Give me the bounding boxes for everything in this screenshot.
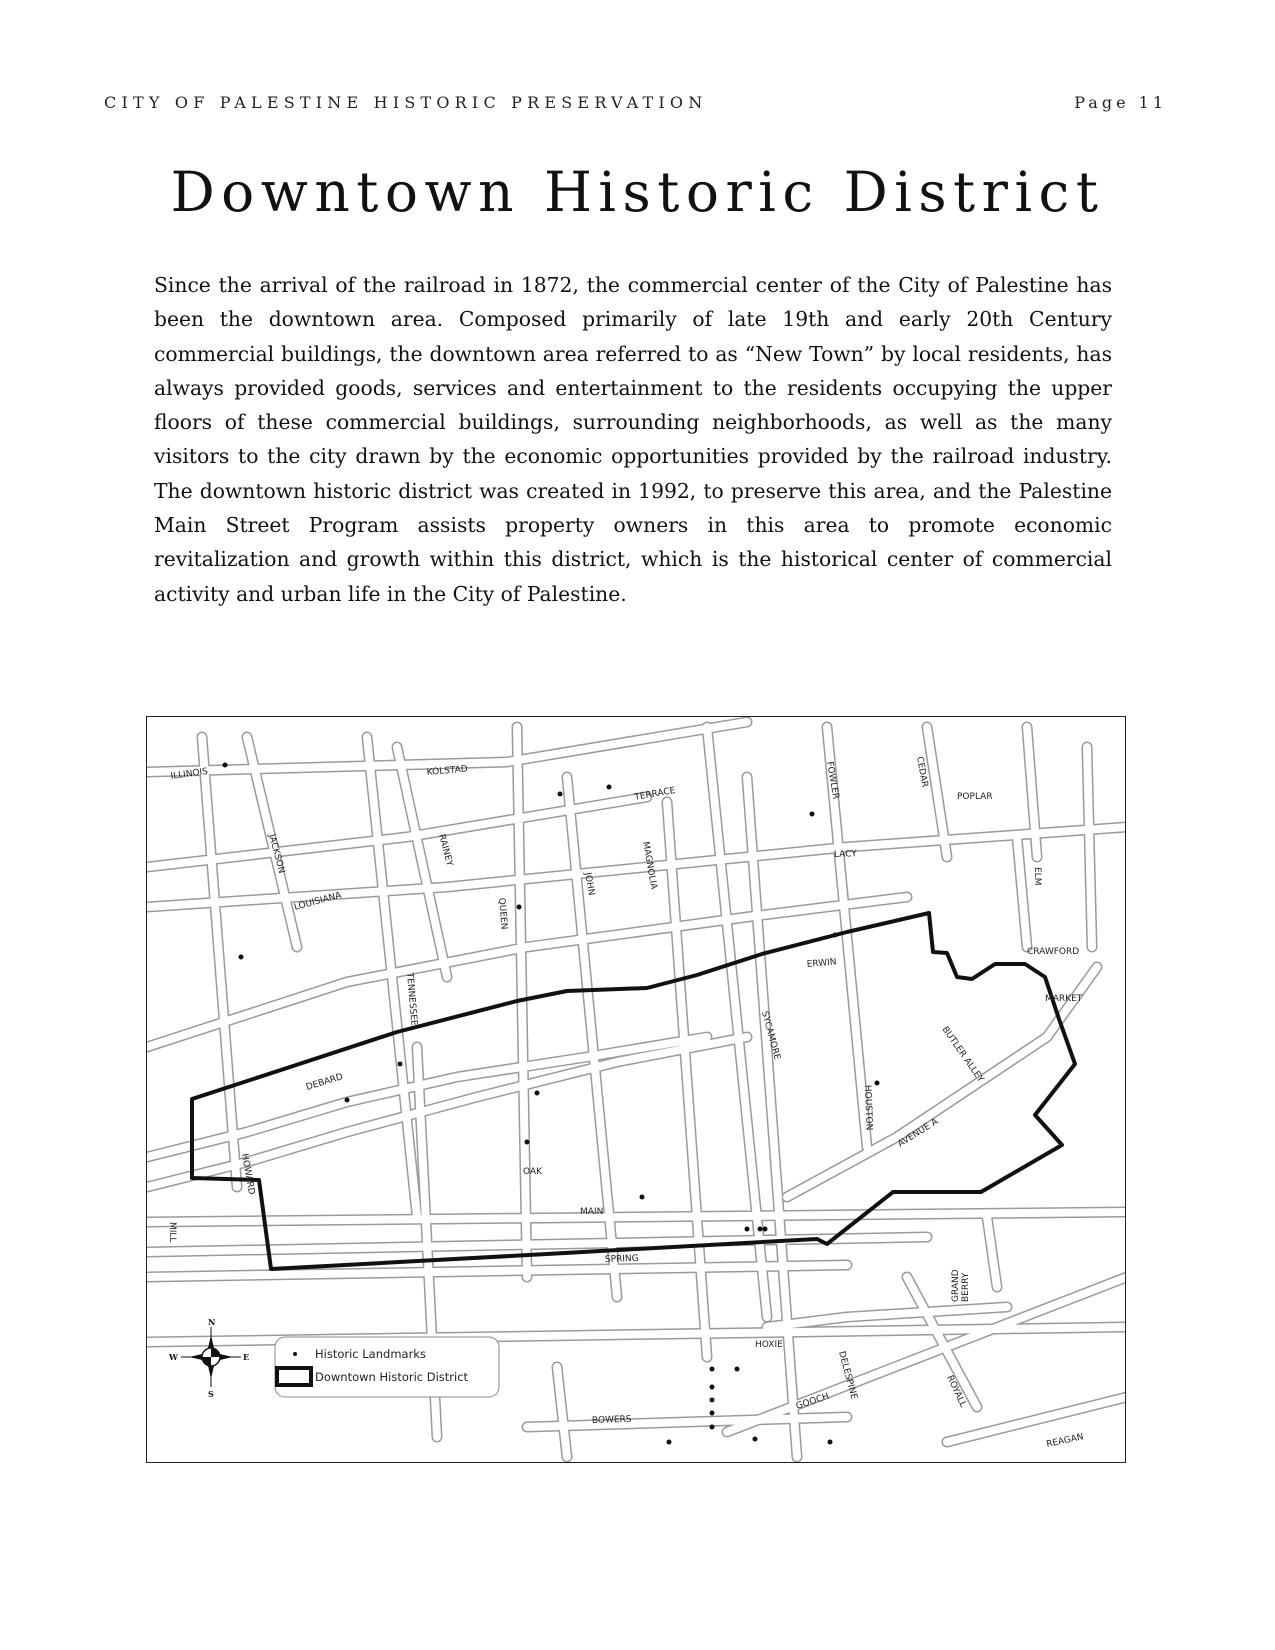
compass-west-label: W <box>169 1352 178 1362</box>
street-label-royall: ROYALL <box>944 1374 968 1409</box>
street-label-queen: QUEEN <box>496 897 509 930</box>
street-label-terrace: TERRACE <box>633 785 677 803</box>
compass-north-label: N <box>208 1317 216 1327</box>
running-header <box>104 93 1167 112</box>
district-map-svg <box>147 717 1126 1463</box>
street-label-bowers: BOWERS <box>591 1414 632 1426</box>
legend-landmarks-label: Historic Landmarks <box>315 1347 426 1361</box>
landmark-legend-symbol <box>293 1352 297 1356</box>
compass-rose-icon <box>168 1317 249 1399</box>
district-map <box>146 716 1126 1463</box>
compass-south-label: S <box>208 1389 214 1399</box>
street-label-butler-alley: BUTLER ALLEY <box>939 1024 986 1085</box>
street-label-spring: SPRING <box>604 1253 639 1265</box>
street-label-lacy: LACY <box>833 849 857 860</box>
body-paragraph: Since the arrival of the railroad in 1872, the commercial center of the City of Palestine has been the downtown area. Composed primarily of late 19th and early 20th Century commercial buildings, the downtown area referred to as “New Town” by local residents, has always provided goods, services and entertainment to the residents occupying the upper floors of these commercial buildings, surrounding neighborhoods, as well as the many visitors to the city drawn by the economic opportunities provided by the railroad industry. The downtown historic district was created in 1992, to preserve this area, and the Palestine Main Street Program assists property owners in this area to promote economic revitalization and growth within this district, which is the historical center of commercial activity and urban life in the City of Palestine. <box>154 273 1112 606</box>
street-label-cedar: CEDAR <box>914 755 930 789</box>
street-label-avenue-a: AVENUE A <box>896 1116 941 1150</box>
street-label-erwin: ERWIN <box>806 957 838 970</box>
street-label-magnolia: MAGNOLIA <box>640 840 659 891</box>
street-label-elm: ELM <box>1032 867 1042 886</box>
street-label-mill: MILL <box>167 1222 177 1243</box>
page-number: Page 11 <box>1074 93 1167 112</box>
street-label-houston: HOUSTON <box>862 1084 874 1131</box>
street-label-reagan: REAGAN <box>1045 1432 1085 1450</box>
street-label-poplar: POPLAR <box>957 792 993 802</box>
street-label-gooch: GOOCH <box>794 1391 831 1412</box>
street-label-jackson: JACKSON <box>266 833 287 875</box>
map-legend <box>275 1337 499 1397</box>
street-label-kolstad: KOLSTAD <box>426 764 469 778</box>
street-label-grand: GRAND <box>951 1269 961 1302</box>
street-label-howard: HOWARD <box>239 1152 257 1196</box>
street-label-sycamore: SYCAMORE <box>759 1010 782 1062</box>
legend-district-label: Downtown Historic District <box>315 1370 469 1384</box>
street-label-main: MAIN <box>580 1207 604 1217</box>
page-title: Downtown Historic District <box>170 160 1105 224</box>
street-label-berry: BERRY <box>961 1272 971 1302</box>
street-label-rainey: RAINEY <box>436 833 455 868</box>
street-label-louisiana: LOUISIANA <box>293 890 343 913</box>
compass-east-label: E <box>243 1352 250 1362</box>
street-label-illinois: ILLINOIS <box>170 766 209 782</box>
street-label-oak: OAK <box>523 1167 542 1177</box>
street-label-market: MARKET <box>1045 994 1083 1004</box>
street-label-delespine: DELESPINE <box>836 1350 859 1401</box>
street-label-john: JOHN <box>582 871 596 897</box>
street-label-debard: DEBARD <box>304 1072 345 1093</box>
district-legend-symbol <box>277 1368 311 1385</box>
street-label-hoxie: HOXIE <box>755 1340 783 1350</box>
street-label-fowler: FOWLER <box>824 760 841 801</box>
street-label-tennessee: TENNESSEE <box>404 972 419 1027</box>
street-label-crawford: CRAWFORD <box>1027 947 1080 957</box>
running-title: CITY OF PALESTINE HISTORIC PRESERVATION <box>104 93 708 112</box>
